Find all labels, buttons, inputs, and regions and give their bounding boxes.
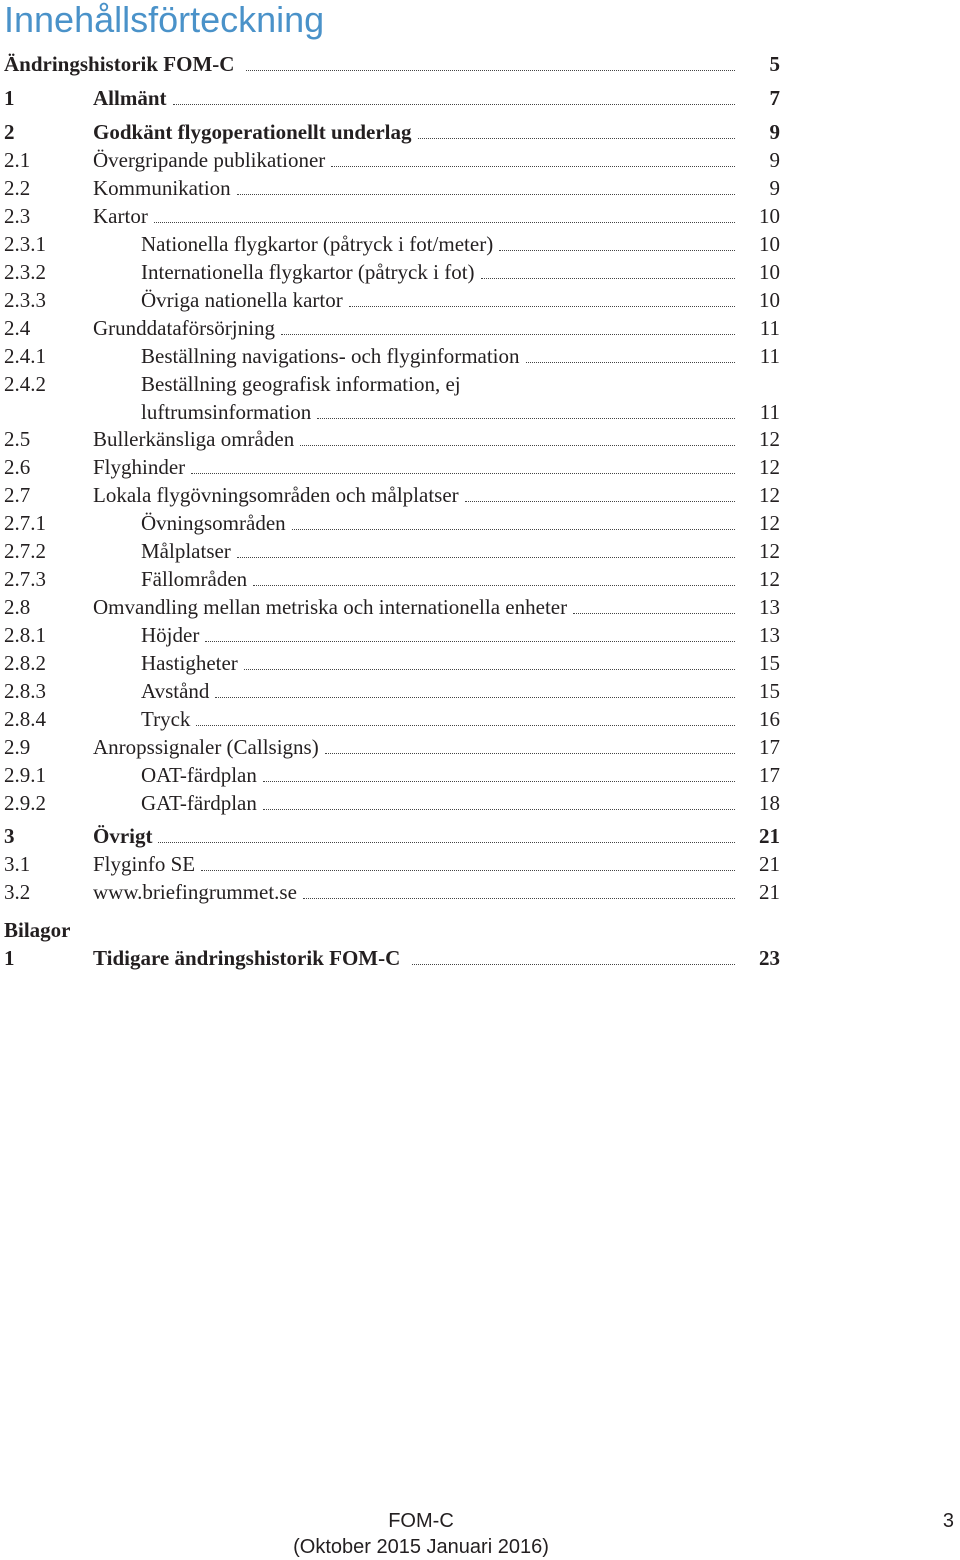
dot-leader [253,565,735,593]
toc-entry-title: Ändringshistorik FOM-C [4,52,235,76]
toc-entry-title: Tidigare ändringshistorik FOM-C [93,946,401,970]
toc-entry-page-number: 17 [759,735,780,759]
toc-entry-title: Allmänt [93,86,167,110]
toc-entry-title: Omvandling mellan metriska och internationella enheter [93,595,568,619]
toc-entry-page-number: 21 [759,880,780,904]
toc-entry-number: 2.3 [4,204,31,228]
toc-entry-title: Höjder [141,623,200,647]
toc-entry[interactable] [0,314,960,342]
page-title: Innehållsförteckning [4,0,325,40]
toc-entry[interactable] [0,944,960,972]
dot-leader [237,174,735,202]
toc-entry-number: 3.1 [4,852,31,876]
toc-entry-page-number: 12 [759,483,780,507]
toc-entry-title: Flyghinder [93,455,186,479]
toc-entry-page-number: 15 [759,651,780,675]
toc-entry-title: Lokala flygövningsområden och målplatser [93,483,459,507]
toc-entry-page-number: 10 [759,232,780,256]
dot-leader [154,202,735,230]
toc-entry-title: Nationella flygkartor (påtryck i fot/meter) [141,232,494,256]
toc-entry-number: 2.4 [4,316,31,340]
toc-entry-title: Övrigt [93,824,153,848]
toc-entry[interactable] [0,677,960,705]
toc-entry-page-number: 12 [759,567,780,591]
toc-entry-number: 2 [4,120,15,144]
toc-entry-title: Flyginfo SE [93,852,196,876]
toc-entry-page-number: 17 [759,763,780,787]
toc-entry-page-number: 16 [759,707,780,731]
toc-entry-page-number: 9 [769,148,780,172]
dot-leader [349,286,735,314]
dot-leader [263,761,735,789]
toc-entry[interactable] [0,822,960,850]
toc-entry[interactable] [0,878,960,906]
appendix-heading: Bilagor [4,918,71,942]
footer-document-name: FOM-C [388,1510,454,1532]
dot-leader [196,705,735,733]
toc-entry-number: 1 [4,946,15,970]
toc-entry-title: Avstånd [141,679,210,703]
dot-leader [481,258,735,286]
toc-entry-title: Internationella flygkartor (påtryck i fot) [141,260,475,284]
toc-entry-number: 2.8.4 [4,707,46,731]
toc-entry-number: 3 [4,824,15,848]
dot-leader [526,342,735,370]
toc-entry-title: Beställning navigations- och flyginformation [141,344,520,368]
toc-entry-title: Anropssignaler (Callsigns) [93,735,319,759]
dot-leader [292,509,735,537]
toc-entry-page-number: 21 [759,824,780,848]
toc-entry[interactable] [0,593,960,621]
toc-entry-number: 2.3.3 [4,288,46,312]
toc-entry-number: 2.7.1 [4,511,46,535]
toc-entry[interactable] [0,509,960,537]
toc-entry-title: Kommunikation [93,176,231,200]
toc-entry[interactable] [0,481,960,509]
dot-leader [215,677,735,705]
toc-entry-number: 2.3.1 [4,232,46,256]
toc-entry-number: 2.8 [4,595,31,619]
toc-entry-number: 2.4.2 [4,372,46,396]
toc-entry[interactable] [0,850,960,878]
toc-entry-page-number: 12 [759,455,780,479]
toc-entry[interactable] [0,84,960,112]
dot-leader [412,944,735,972]
toc-entry-page-number: 10 [759,204,780,228]
toc-entry[interactable] [0,258,960,286]
toc-entry[interactable] [0,761,960,789]
toc-entry[interactable] [0,649,960,677]
toc-entry-title: www.briefingrummet.se [93,880,297,904]
toc-entry-number: 2.9.2 [4,791,46,815]
toc-entry-number: 2.8.1 [4,623,46,647]
toc-entry-title: Övningsområden [141,511,286,535]
toc-entry-page-number: 7 [769,86,780,110]
dot-leader [173,84,735,112]
toc-entry-number: 2.6 [4,455,31,479]
dot-leader [418,118,735,146]
dot-leader [201,850,735,878]
toc-entry-title: GAT-färdplan [141,791,257,815]
toc-entry-number: 2.8.2 [4,651,46,675]
toc-entry-title: Godkänt flygoperationellt underlag [93,120,412,144]
toc-entry[interactable] [0,453,960,481]
toc-entry[interactable] [0,537,960,565]
toc-entry-page-number: 21 [759,852,780,876]
toc-entry[interactable] [0,565,960,593]
toc-entry-continuation[interactable] [0,398,960,426]
dot-leader [331,146,735,174]
dot-leader [573,593,735,621]
toc-entry[interactable] [0,733,960,761]
toc-entry[interactable] [0,174,960,202]
toc-entry-title: Övergripande publikationer [93,148,326,172]
dot-leader [325,733,735,761]
dot-leader [205,621,735,649]
dot-leader [303,878,735,906]
toc-entry-number: 2.1 [4,148,31,172]
toc-entry-page-number: 23 [759,946,780,970]
toc-entry-page-number: 18 [759,791,780,815]
toc-entry-title: Bullerkänsliga områden [93,427,295,451]
dot-leader [244,649,735,677]
toc-entry-page-number: 9 [769,176,780,200]
toc-entry-title: Tryck [141,707,191,731]
toc-entry-title: Hastigheter [141,651,238,675]
dot-leader [263,789,735,817]
toc-entry-number: 1 [4,86,15,110]
toc-entry-page-number: 15 [759,679,780,703]
toc-entry-title: Beställning geografisk information, ej [141,372,461,396]
toc-entry-number: 2.3.2 [4,260,46,284]
footer-date-range: (Oktober 2015 Januari 2016) [293,1536,549,1558]
toc-entry-title-continued: luftrumsinformation [141,400,312,424]
toc-entry[interactable] [0,50,960,78]
dot-leader [499,230,735,258]
toc-entry-page-number: 5 [769,52,780,76]
toc-entry-number: 2.4.1 [4,344,46,368]
footer-page-number: 3 [942,1510,954,1532]
toc-entry[interactable] [0,425,960,453]
toc-entry-number: 2.5 [4,427,31,451]
dot-leader [246,50,735,78]
toc-entry-number: 2.7 [4,483,31,507]
dot-leader [317,398,735,426]
toc-entry-number: 2.9.1 [4,763,46,787]
toc-entry[interactable] [0,230,960,258]
toc-entry-page-number: 12 [759,511,780,535]
toc-entry-title: Kartor [93,204,148,228]
toc-entry[interactable] [0,146,960,174]
toc-entry[interactable] [0,202,960,230]
toc-entry[interactable] [0,118,960,146]
dot-leader [158,822,735,850]
toc-entry[interactable] [0,286,960,314]
dot-leader [237,537,735,565]
toc-entry-page-number: 11 [759,316,780,340]
toc-entry-number: 2.7.2 [4,539,46,563]
dot-leader [465,481,735,509]
toc-entry[interactable] [0,370,960,398]
toc-entry-page-number: 11 [759,344,780,368]
toc-entry-page-number: 12 [759,539,780,563]
toc-entry-title: Fällområden [141,567,248,591]
toc-entry[interactable] [0,621,960,649]
toc-entry[interactable] [0,342,960,370]
dot-leader [300,425,735,453]
toc-entry-page-number: 10 [759,288,780,312]
toc-entry-page-number: 9 [769,120,780,144]
dot-leader [281,314,735,342]
toc-entry-page-number: 13 [759,623,780,647]
toc-entry[interactable] [0,789,960,817]
toc-entry-number: 2.8.3 [4,679,46,703]
toc-entry-number: 2.9 [4,735,31,759]
toc-entry-page-number: 12 [759,427,780,451]
toc-entry-number: 3.2 [4,880,31,904]
toc-entry-page-number: 13 [759,595,780,619]
toc-entry-page-number: 10 [759,260,780,284]
toc-entry-title: Övriga nationella kartor [141,288,343,312]
dot-leader [191,453,735,481]
toc-entry-title: Målplatser [141,539,231,563]
toc-entry-page-number: 11 [759,400,780,424]
toc-entry-number: 2.7.3 [4,567,46,591]
toc-entry-number: 2.2 [4,176,31,200]
toc-entry-title: OAT-färdplan [141,763,257,787]
toc-entry[interactable] [0,705,960,733]
toc-entry-title: Grunddataförsörjning [93,316,275,340]
